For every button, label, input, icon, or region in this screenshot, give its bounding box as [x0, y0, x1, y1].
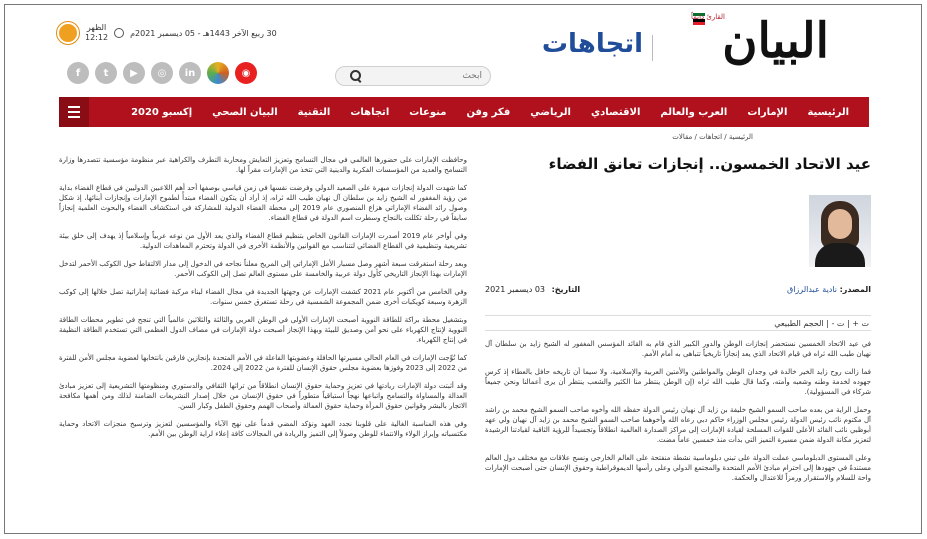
browser-viewport: [4, 4, 922, 534]
nav-item-home[interactable]: الرئيسية: [807, 106, 849, 118]
prayer-icon[interactable]: [57, 22, 79, 44]
nav-item-opinion[interactable]: اتجاهات: [350, 106, 390, 118]
article-title: عيد الاتحاد الخمسون.. إنجازات تعانق الفضاء: [548, 155, 871, 173]
paragraph: كما تُوِّجت الإمارات في العام الحالي مسيرتها الحافلة وعضويتها الفاعلة في الأمم المتحدة بإنجازين فارقين بانتخابها لعضوية مجلس الأمن للفترة من 2022 إلى 2023 وفوزها بعضوية مجلس حقوق الإنسان للفترة من 2022 إلى 2024.: [59, 354, 467, 372]
article-body-left: [59, 155, 467, 447]
article-main: [485, 155, 871, 482]
prayer-name: الظهر: [86, 23, 107, 32]
logo-tagline: القارئ دائماً: [690, 13, 725, 21]
paragraph: وعلى المستوى الدبلوماسي عملت الدولة على تبني دبلوماسية نشطة منفتحة على العالم الخارجي ونسج علاقات مع مختلف دول العالم مستندةً في جهودها إلى احترام مبادئ الأمم المتحدة والمجتمع الدولي وعلى رأسها الديموقراطية وحقوق الإنسان حتى أصبحت الإمارات واحة للسلام والاستقرار ورمزاً للاعتدال والحكمة.: [485, 454, 871, 482]
paragraph: فما زالت روح زايد الخير خالدة في وجدان الوطن والمواطنين والأمتين العربية والإسلامية، ولا سيما أن تاريخه حافل بالعطاء إذ كرس جهوده لخدمة وطنه وشعبه وأمته، وكما قال طيب الله ثراه (إن الوطن ينتظر منا الكثير والشعب ينتظر أن يرى أعمالنا ونحن جميعاً شركاء في المسؤولية).: [485, 368, 871, 396]
nav-item-misc[interactable]: منوعات: [409, 106, 447, 118]
nav-item-expo[interactable]: إكسبو 2020: [131, 106, 193, 118]
breadcrumb[interactable]: الرئيسية / اتجاهات / مقالات: [672, 133, 753, 141]
nav-item-emirates[interactable]: الإمارات: [747, 106, 788, 118]
date-text: 30 ربيع الآخر 1443هـ - 05 ديسمبر 2021م: [130, 28, 277, 38]
date-value: 03 ديسمبر 2021: [485, 285, 546, 294]
paragraph: وفي هذه المناسبة الغالية على قلوبنا نجدد العهد ونؤكد المضي قدماً على نهج الآباء والمؤسسين لتعزيز وترسيخ منجزات الاتحاد وحماية مكتسباته وإبراز الولاء والانتماء للوطن وصولاً إلى التميز والريادة في المجالات كافة إعلاء لراية الوطن بين الأمم.: [59, 420, 467, 438]
paragraph: وفي الخامس من أكتوبر عام 2021 كشفت الإمارات عن وجهتها الجديدة في مجال الفضاء لبناء مركبة فضائية إماراتية تصل خلالها إلى كوكب الزهرة وسبعة كويكبات أخرى ضمن المجموعة الشمسية في رحلة تستغرق خمس سنوات.: [59, 288, 467, 306]
clock-icon: [114, 28, 124, 38]
author-photo: [809, 195, 871, 267]
paragraph: وبعد رحلة استغرقت سبعة أشهر وصل مسبار الأمل الإماراتي إلى المريخ معلناً نجاحه في الدخول إلى مدار الالتقاط حول الكوكب الأحمر لتدخل الإمارات بهذا الإنجاز التاريخي كأول دولة عربية والخامسة على مستوى العالم تصل إلى الكوكب الأحمر.: [59, 260, 467, 278]
expo-icon[interactable]: [207, 62, 229, 84]
site-logo[interactable]: البيان: [722, 13, 829, 69]
nav-item-sports[interactable]: الرياضي: [530, 106, 571, 118]
paragraph: وحافظت الإمارات على حضورها العالمي في مجال التسامح وتعزيز التعايش ومحاربة التطرف والكراهية عبر منظومة مؤسسية تتصدرها وزارة التسامح والعديد من المؤسسات الفكرية والدينية التي تتخذ من الإمارات مقراً لها.: [59, 156, 467, 174]
paragraph: وحمل الراية من بعده صاحب السمو الشيخ خليفة بن زايد آل نهيان رئيس الدولة حفظه الله وأخوه صاحب السمو الشيخ محمد بن راشد آل مكتوم نائب رئيس الدولة رئيس مجلس الوزراء حاكم دبي رعاه الله وأخوهما صاحب السمو الشيخ محمد بن زايد آل نهيان ولي عهد أبوظبي نائب القائد الأعلى للقوات المسلحة لقيادة الإمارات إلى مراكز الصدارة العالمية انطلاقاً وتجسيداً للرؤية الثاقبة لقيادتنا الرشيدة لتعزيز مكانة الدولة ضمن مسيرة التميز التي بدأت منذ خمسين عاماً مضت.: [485, 406, 871, 444]
nav-item-economy[interactable]: الاقتصادي: [590, 106, 641, 118]
article-body-right: [485, 339, 871, 491]
site-header: [5, 5, 921, 95]
instagram-icon[interactable]: ◎: [151, 62, 173, 84]
source-label: المصدر:: [839, 285, 871, 294]
nav-item-culture[interactable]: فكر وفن: [466, 106, 511, 118]
section-name[interactable]: اتجاهات: [541, 29, 643, 59]
paragraph: وبتشغيل محطة براكة للطاقة النووية أصبحت الإمارات الأولى في الوطن العربي والثالثة والثلاثين عالمياً التي تنجح في تطوير محطات الطاقة النووية لإنتاج الكهرباء على نحو آمن وصديق للبيئة وبهذا الإنجاز أصبحت دولة الإمارات في مصاف الدول العظمى التي تستخدم الطاقة النظيفة في إنتاج الكهرباء.: [59, 316, 467, 344]
linkedin-icon[interactable]: in: [179, 62, 201, 84]
date-block: [57, 22, 277, 44]
paragraph: وقد أثبتت دولة الإمارات ريادتها في تعزيز وحماية حقوق الإنسان انطلاقاً من تراثها الثقافي والدستوري ومنظومتها التشريعية إلى تعزيز مبادئ العدالة والمساواة والتسامح واتباعها نهجاً استباقياً متطوراً في حقوق الإنسان من خلال إصدار التشريعات الضامنة لذلك ومن أهمها مكافحة الاتجار بالبشر وقوانين حقوق المرأة وحماية حقوق العمالة وأصحاب الهمم وحقوق الطفل وكبار السن.: [59, 382, 467, 410]
prayer-time: [85, 23, 108, 43]
facebook-icon[interactable]: f: [67, 62, 89, 84]
font-size-controls[interactable]: ت + | ت - | الحجم الطبيعي: [485, 315, 871, 331]
main-nav: [59, 97, 869, 127]
twitter-icon[interactable]: t: [95, 62, 117, 84]
live-icon[interactable]: ◉: [235, 62, 257, 84]
search-input[interactable]: [362, 71, 482, 81]
hamburger-menu-icon[interactable]: [59, 97, 89, 127]
author-link[interactable]: نادية عبدالرزاق: [786, 285, 838, 294]
logo-divider: [652, 35, 653, 61]
paragraph: كما شهدت الدولة إنجازات مبهرة على الصعيد الدولي وفرضت نفسها في زمن قياسي بوصفها أحد أهم اللاعبين الدوليين في قطاع الفضاء بداية من رؤية المغفور له الشيخ زايد بن سلطان آل نهيان طيب الله ثراه، إذ أراد أن يتكون الفضاء مبتدأً لطموح الإمارات وإنجازات أبنائها، إذ شكل وصول رائد الفضاء الإماراتي هزاع المنصوري عام 2019 إلى محطة الفضاء الدولية للمشاركة في استكشاف الفضاء والبحوث العلمية إنجازاً سابقاً في رحلة تكللت بالنجاح وسطرت اسم الدولة في قطاع الفضاء.: [59, 184, 467, 222]
date-label: التاريخ:: [551, 285, 581, 294]
social-links: [67, 62, 257, 84]
article-date: [485, 285, 580, 294]
search-icon[interactable]: [350, 70, 362, 82]
search-box[interactable]: [335, 66, 491, 86]
nav-item-arab-world[interactable]: العرب والعالم: [660, 106, 728, 118]
article-source: [787, 285, 871, 294]
nav-item-health[interactable]: البيان الصحي: [212, 106, 278, 118]
nav-item-tech[interactable]: التقنية: [297, 106, 331, 118]
prayer-clock: 12:12: [85, 33, 109, 42]
youtube-icon[interactable]: ▶: [123, 62, 145, 84]
paragraph: وفي أواخر عام 2019 أصدرت الإمارات القانون الخاص بتنظيم قطاع الفضاء والذي يعد الأول من نوعه عربياً وإسلامياً إذ يهدف إلى خلق بيئة تشريعية وتنظيمية في القطاع الفضائي لتتناسب مع القوانين والأنظمة الأخرى في الدولة وتحترم المعاهدات الدولية.: [59, 232, 467, 250]
paragraph: في عيد الاتحاد الخمسين نستحضر إنجازات الوطن والدور الكبير الذي قام به القائد المؤسس المغفور له الشيخ زايد بن سلطان آل نهيان طيب الله ثراه في قيام الاتحاد الذي يعد إنجازاً تاريخياً تتباهى به أمام الأمم.: [485, 340, 871, 358]
